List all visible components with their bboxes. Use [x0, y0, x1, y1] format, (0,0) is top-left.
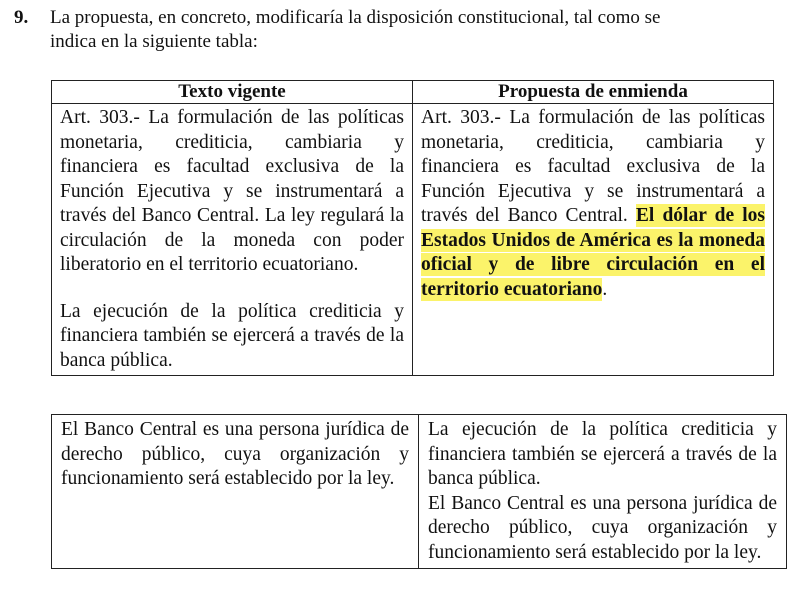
- table-row: [52, 415, 787, 569]
- comparison-table: [51, 80, 774, 376]
- proposed-paragraph-1: [421, 106, 765, 302]
- table-header-row: [52, 81, 774, 104]
- header-proposed-amendment: Propuesta de enmienda: [413, 81, 774, 104]
- comparison-table-continued: [51, 414, 787, 569]
- item-number: 9.: [14, 7, 29, 28]
- current-text-cell: [52, 104, 413, 376]
- intro-text-1: La propuesta, en concreto, modificaría la disposición constitucional, tal como se: [50, 7, 661, 28]
- intro-paragraph: [14, 6, 804, 54]
- proposed-text-cell: [413, 104, 774, 376]
- intro-text-2: indica en la siguiente tabla:: [50, 31, 258, 52]
- highlighted-amendment: El dólar de los Estados Unidos de América es la moneda oficial y de libre circulación en el territorio ecuatoriano: [421, 205, 765, 300]
- proposed-text-cell-continued: [419, 415, 787, 569]
- header-current-text: Texto vigente: [52, 81, 413, 104]
- current-paragraph-3: El Banco Central es una persona jurídica de derecho público, cuya organización y funcionamiento será establecido por la ley.: [61, 419, 409, 489]
- current-paragraph-2: La ejecución de la política crediticia y financiera también se ejercerá a través de la banca pública.: [60, 300, 404, 371]
- current-paragraph-1: Art. 303.- La formulación de las políticas monetaria, crediticia, cambiaria y financiera es facultad exclusiva de la Función Ejecutiva y se instrumentará a través del Banco Central. La ley regulará la circulación de la moneda con poder liberatorio en el territorio ecuatoriano.: [60, 107, 404, 275]
- proposed-paragraph-2: La ejecución de la política crediticia y financiera también se ejercerá a través de la banca pública.: [428, 419, 777, 489]
- current-text-cell-continued: [52, 415, 419, 569]
- proposed-paragraph-3: El Banco Central es una persona jurídica de derecho público, cuya organización y funcionamiento será establecido por la ley.: [428, 492, 777, 563]
- intro-line-1: [14, 6, 804, 30]
- proposed-plain-text: Art. 303.- La formulación de las políticas monetaria, crediticia, cambiaria y financiera es facultad exclusiva de la Función Ejecutiva y se instrumentará a través del Banco Central.: [421, 107, 765, 226]
- proposed-period: .: [602, 278, 608, 300]
- table-row: [52, 104, 774, 376]
